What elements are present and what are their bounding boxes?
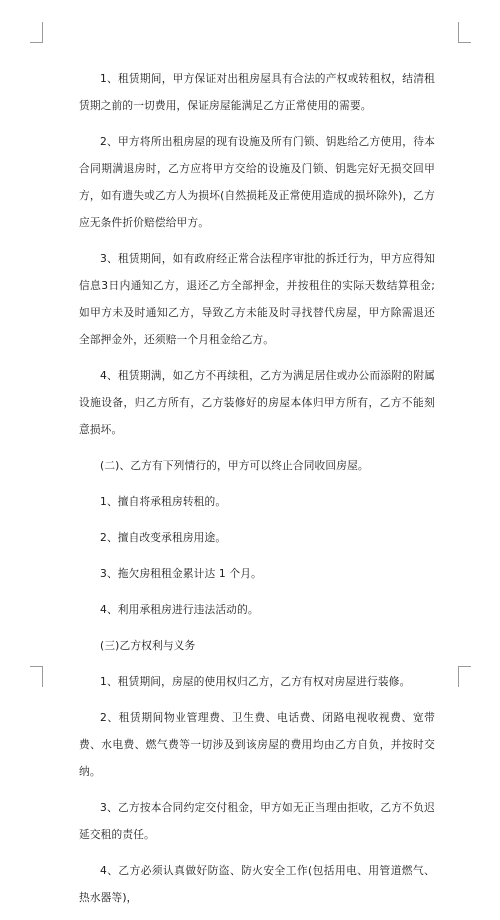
crop-mark-top-left (30, 22, 43, 43)
list-item: 1、擅自将承租房转租的。 (100, 495, 227, 508)
list-item: 4、利用承租房进行违法活动的。 (100, 603, 259, 616)
list-item: 2、擅自改变承租房用途。 (100, 531, 227, 544)
crop-mark-bottom-right (458, 666, 471, 687)
paragraph: 3、乙方按本合同约定交付租金，甲方如无正当理由拒收，乙方不负迟延交租的责任。 (79, 801, 435, 841)
paragraph: 2、甲方将所出租房屋的现有设施及所有门锁、钥匙给乙方使用，待本合同期满退房时，乙方应将甲方交给的设施及门锁、钥匙完好无损交回甲方，如有遗失或乙方人为损坏(自然损耗及正常使用造成的损坏除外)，乙方应无条件折价赔偿给甲方。 (79, 135, 435, 229)
paragraph: 3、租赁期间，如有政府经正常合法程序审批的拆迁行为，甲方应得知信息3日内通知乙方，退还乙方全部押金，并按租住的实际天数结算租金;如甲方未及时通知乙方，导致乙方未能及时寻找替代房屋，甲方除需退还全部押金外，还须赔一个月租金给乙方。 (79, 252, 435, 346)
paragraph: 1、租赁期间，甲方保证对出租房屋具有合法的产权或转租权，结清租赁期之前的一切费用，保证房屋能满足乙方正常使用的需要。 (79, 72, 435, 112)
document-body (79, 65, 435, 920)
paragraph: 4、租赁期满，如乙方不再续租，乙方为满足居住或办公而添附的附属设施设备，归乙方所有，乙方装修好的房屋本体归甲方所有，乙方不能刻意损坏。 (79, 369, 435, 436)
crop-mark-bottom-left (30, 666, 43, 687)
paragraph: 2、租赁期间物业管理费、卫生费、电话费、闭路电视收视费、宽带费、水电费、燃气费等一切涉及到该房屋的费用均由乙方自负，并按时交纳。 (79, 711, 435, 778)
paragraph: 1、租赁期间，房屋的使用权归乙方，乙方有权对房屋进行装修。 (100, 675, 411, 688)
list-item: 3、拖欠房租租金累计达 1 个月。 (100, 567, 262, 580)
section-heading: (二)、乙方有下列情行的，甲方可以终止合同收回房屋。 (100, 459, 369, 472)
crop-mark-top-right (458, 22, 471, 43)
paragraph: 4、乙方必须认真做好防盗、防火安全工作(包括用电、用管道燃气、热水器等)， (79, 864, 435, 904)
section-heading: (三)乙方权利与义务 (100, 639, 196, 652)
